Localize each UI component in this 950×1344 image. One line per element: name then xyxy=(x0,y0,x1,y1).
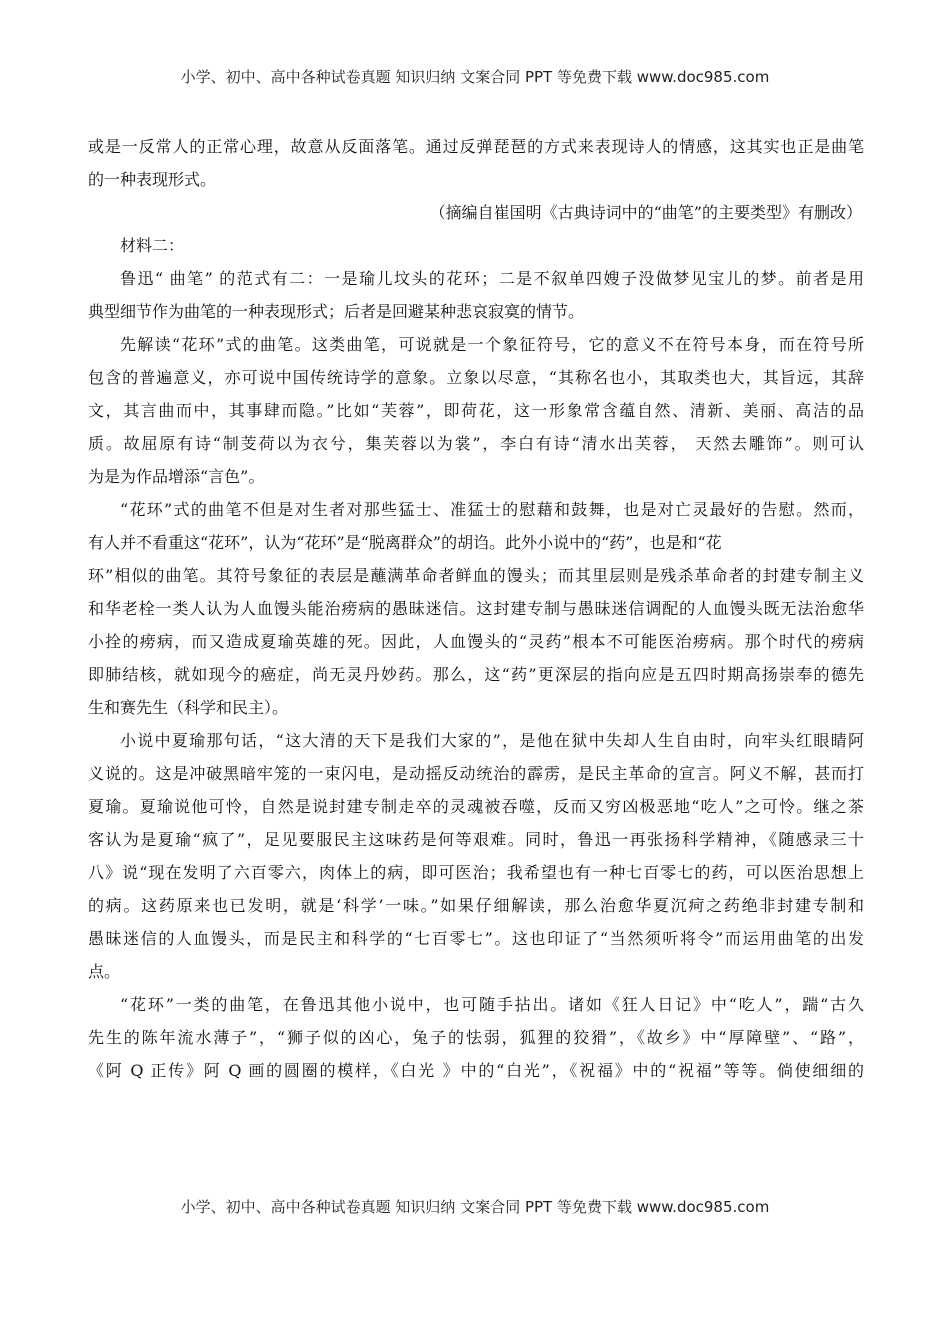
text-line: 质。故屈原有诗“制芰荷以为衣兮，集芙蓉以为裳”，李白有诗“清水出芙蓉， 天然去雕饰”。则可认 xyxy=(88,434,864,453)
text-line: 夏瑜。夏瑜说他可怜，自然是说封建专制走卒的灵魂被吞噬，反而又穷凶极恶地“吃人”之可怜。继之茶 xyxy=(88,797,864,816)
text-line: 八》说“现在发明了六百零六，肉体上的病，即可医治；我希望也有一种七百零七的药，可以医治思想上 xyxy=(88,863,864,882)
text-line: “花环”式的曲笔不但是对生者对那些猛士、准猛士的慰藉和鼓舞，也是对亡灵最好的告慰。然而， xyxy=(120,500,864,519)
text-line: 鲁迅“ 曲笔” 的范式有二：一是瑜儿坟头的花环；二是不叙单四嫂子没做梦见宝儿的梦。前者是用 xyxy=(120,269,864,288)
text-line: 环”相似的曲笔。其符号象征的表层是蘸满革命者鲜血的馒头；而其里层则是残杀革命者的封建专制主义 xyxy=(88,566,864,585)
text-line: 先解读“花环”式的曲笔。这类曲笔，可说就是一个象征符号，它的意义不在符号本身，而在符号所 xyxy=(120,335,864,354)
text-line: 的一种表现形式。 xyxy=(88,170,217,189)
text-line: 生和赛先生（科学和民主）。 xyxy=(88,698,289,717)
text-line: 愚昧迷信的人血馒头，而是民主和科学的“七百零七”。这也印证了“当然须听将令”而运用曲笔的出发 xyxy=(88,929,864,948)
source-citation: （摘编自崔国明《古典诗词中的“曲笔”的主要类型》有删改） xyxy=(429,203,862,222)
text-line: 有人并不看重这“花环”，认为“花环”是“脱离群众”的胡诌。此外小说中的“药”，也是和“花 xyxy=(88,533,722,552)
text-line: 包含的普遍意义，亦可说中国传统诗学的意象。立象以尽意，“其称名也小，其取类也大，其旨远，其辞 xyxy=(88,368,864,387)
text-line: 客认为是夏瑜“疯了”，足见要服民主这味药是何等艰难。同时，鲁迅一再张扬科学精神，《随感录三十 xyxy=(88,830,864,849)
text-line: 典型细节作为曲笔的一种表现形式；后者是回避某种悲哀寂寞的情节。 xyxy=(88,302,585,321)
text-line: 义说的。这是冲破黑暗牢笼的一束闪电，是动摇反动统治的霹雳，是民主革命的宣言。阿义不解，甚而打 xyxy=(88,764,864,783)
text-line: 的病。这药原来也已发明，就是‘科学’一味。”如果仔细解读，那么治愈华夏沉疴之药绝非封建专制和 xyxy=(88,896,864,915)
text-line: 小说中夏瑜那句话，“这大清的天下是我们大家的”，是他在狱中失却人生自由时，向牢头红眼睛阿 xyxy=(120,731,864,750)
section-heading: 材料二： xyxy=(120,236,185,255)
text-line: 为是为作品增添“言色”。 xyxy=(88,467,265,486)
text-line: 小拴的痨病，而又造成夏瑜英雄的死。因此，人血馒头的“灵药”根本不可能医治痨病。那个时代的痨病 xyxy=(88,632,864,651)
text-line: 或是一反常人的正常心理，故意从反面落笔。通过反弹琵琶的方式来表现诗人的情感，这其实也正是曲笔 xyxy=(88,137,864,156)
footer-banner: 小学、初中、高中各种试卷真题 知识归纳 文案合同 PPT 等免费下载 www.doc985.com xyxy=(180,1198,770,1216)
text-line: 点。 xyxy=(88,962,121,981)
text-line: 先生的陈年流水薄子”，“狮子似的凶心，兔子的怯弱，狐狸的狡猾”，《故乡》中“厚障壁”、“路”， xyxy=(88,1028,864,1047)
document-body xyxy=(88,130,864,1087)
text-line: 《阿 Q 正传》阿 Q 画的圆圈的模样，《白光 》中的“白光”，《祝福》中的“祝福”等等。倘使细细的 xyxy=(88,1061,864,1080)
text-line: “花环”一类的曲笔，在鲁迅其他小说中，也可随手拈出。诸如《狂人日记》中“吃人”，踹“古久 xyxy=(120,995,864,1014)
header-banner: 小学、初中、高中各种试卷真题 知识归纳 文案合同 PPT 等免费下载 www.doc985.com xyxy=(180,68,770,86)
text-line: 文，其言曲而中，其事肆而隐。”比如“芙蓉”，即荷花，这一形象常含蕴自然、清新、美丽、高洁的品 xyxy=(88,401,864,420)
text-line: 和华老栓一类人认为人血馒头能治痨病的愚昧迷信。这封建专制与愚昧迷信调配的人血馒头既无法治愈华 xyxy=(88,599,864,618)
text-line: 即肺结核，就如现今的癌症，尚无灵丹妙药。那么，这“药”更深层的指向应是五四时期高扬崇奉的德先 xyxy=(88,665,864,684)
